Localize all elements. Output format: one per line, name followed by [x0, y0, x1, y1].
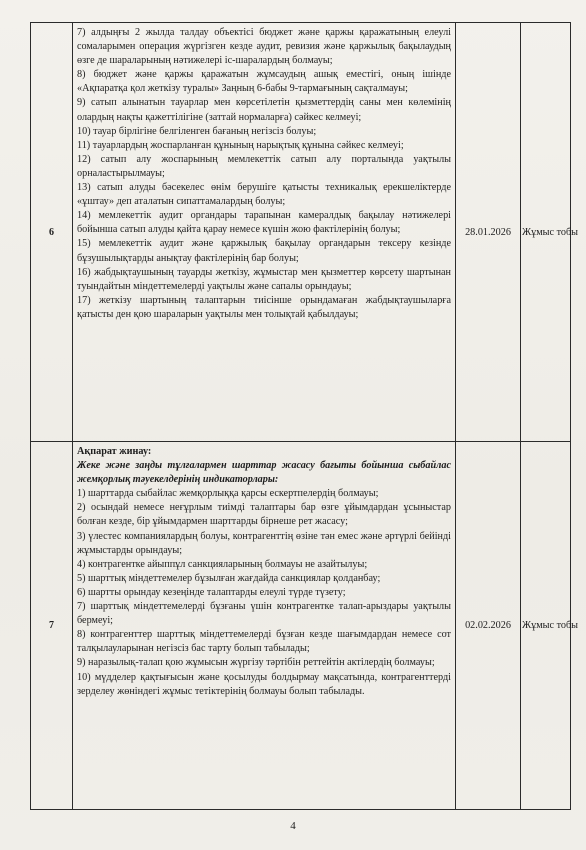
list-item: 8) бюджет және қаржы қаражатын жұмсаудың ашық еместігі, оның ішінде «Ақпаратқа қол жеткізу туралы» Заңның 6-бабы 9-тармағының сақталмауы;: [77, 69, 451, 95]
list-item: 4) контрагентке айыппұл санкцияларының болмауы не азайтылуы;: [77, 558, 368, 570]
table-row: [31, 442, 571, 810]
list-item: 15) мемлекеттік аудит және қаржылық бақылау органдарын тексеру кезінде бұзушылықтарды анықтау фактілерінің бар болуы;: [77, 238, 451, 264]
row-date: 28.01.2026: [456, 23, 521, 442]
measures-table: [30, 22, 579, 810]
list-item: 11) тауарлардың жоспарланған құнының нарықтық құнына сәйкес келмеуі;: [77, 139, 404, 151]
list-item: 14) мемлекеттік аудит органдары тарапынан камералдық бақылау нәтижелері бойынша сатып алуды қайта қарау немесе күшін жою фактілерінің болуы;: [77, 210, 451, 236]
row-date: 02.02.2026: [456, 442, 521, 810]
list-item: 17) жеткізу шартының талаптарын тиісінше орындамаған жабдықтаушыларға қатысты ден қою шараларын уақтылы мен толықтай қабылдауы;: [77, 294, 451, 320]
list-item: 7) шарттық міндеттемелерді бұзғаны үшін контрагентке талап-арыздары уақтылы бермеуі;: [77, 601, 451, 627]
list-item: 5) шарттық міндеттемелер бұзылған жағдайда санкциялар қолданбау;: [77, 572, 381, 584]
section-subheading: Жеке және заңды тұлғалармен шарттар жасасу бағыты бойынша сыбайлас жемқорлық тәуекелдерінің индикаторлары:: [77, 460, 451, 486]
section-heading: Ақпарат жинау:: [77, 446, 152, 457]
list-item: 2) осындай немесе неғұрлым тиімді талаптары бар өзге ұйымдардан ұсыныстар болған кезде, бір ұйымдармен шарттарды бірнеше рет жасасу;: [77, 502, 451, 528]
list-item: 9) сатып алынатын тауарлар мен көрсетілетін қызметтердің саны мен көлемінің олардың нақты қажеттілігіне (заттай нормаларға) сәйкес келмеуі;: [77, 97, 451, 123]
page-number: 4: [290, 820, 296, 832]
list-item: 1) шарттарда сыбайлас жемқорлыққа қарсы ескертпелердің болмауы;: [77, 488, 379, 500]
list-item: 10) мүдделер қақтығысын және қосылуды болдырмау мақсатында, контрагенттерді зерделеу жөніндегі жұмыс тетіктерінің болмауы болып табылады.: [77, 671, 451, 697]
list-item: 3) үлестес компаниялардың болуы, контрагенттің өзіне тән емес және әртүрлі бейінді жұмыстарды орындауы;: [77, 530, 451, 556]
row-responsible: Жұмыс тобы: [521, 23, 571, 442]
list-item: 6) шартты орындау кезеңінде талаптарды елеулі түрде түзету;: [77, 586, 346, 598]
list-item: 8) контрагенттер шарттық міндеттемелерді бұзған кезде шағымдардан немесе сот талқылауларынан негізсіз бас тарту болып табылады;: [77, 629, 451, 655]
row-responsible: Жұмыс тобы: [521, 442, 571, 810]
row-content: [73, 23, 456, 442]
list-item: 13) сатып алуды бәсекелес өнім берушіге қатысты техникалық ерекшеліктерде «ұштау» деп аталатын сипаттамалардың болуы;: [77, 182, 451, 208]
row-number: 7: [31, 442, 73, 810]
row-number: 6: [31, 23, 73, 442]
list-item: 10) тауар бірлігіне белгіленген бағаның негізсіз болуы;: [77, 125, 317, 137]
row-content: [73, 442, 456, 810]
list-item: 9) наразылық-талап қою жұмысын жүргізу тәртібін реттейтін актілердің болмауы;: [77, 657, 435, 669]
table-row: [31, 23, 571, 442]
list-item: 7) алдыңғы 2 жылда талдау объектісі бюджет және қаржы қаражатының елеулі сомаларымен операция жүргізген кезде аудит, ревизия және қаржылық бақылаудың өзге де шараларының нәтижелері іс-шаралардың болмауы;: [77, 27, 451, 67]
list-item: 16) жабдықтаушының тауарды жеткізу, жұмыстар мен қызметтер көрсету шартынан туындайтын міндеттемелерді уақтылы және сапалы орындауы;: [77, 266, 451, 292]
list-item: 12) сатып алу жоспарының мемлекеттік сатып алу порталында уақтылы орналастырылмауы;: [77, 153, 451, 179]
